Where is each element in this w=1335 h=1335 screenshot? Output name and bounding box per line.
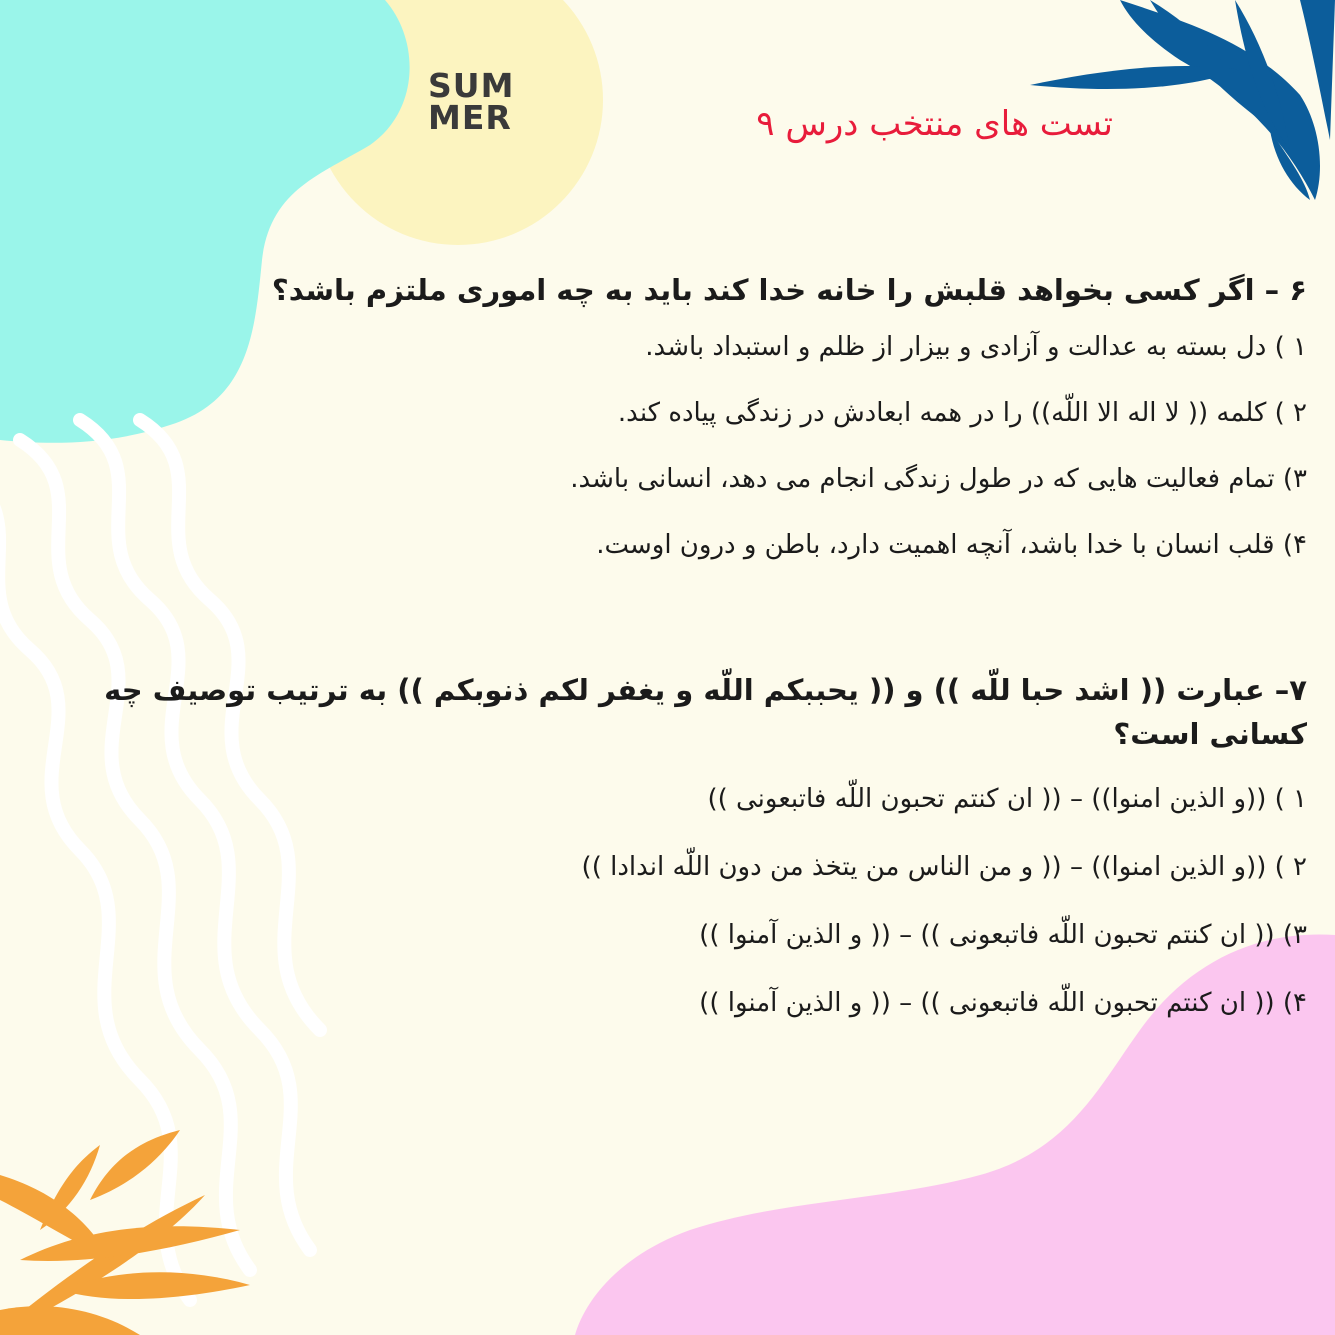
summer-logo-line2: MER xyxy=(428,98,512,137)
orange-leaf-shape xyxy=(0,1130,250,1335)
summer-logo-line1: SUM xyxy=(428,66,515,105)
option-3: ۳) تمام فعالیت هایی که در طول زندگی انجام می دهد، انسانی باشد. xyxy=(570,464,1307,494)
option-2: ۲ ) کلمه (( لا اله الا اللّه)) را در همه ابعادش در زندگی پیاده کند. xyxy=(617,398,1307,428)
option-4: ۴) قلب انسان با خدا باشد، آنچه اهمیت دارد، باطن و درون اوست. xyxy=(596,530,1307,560)
question-6 xyxy=(27,268,1307,562)
option-1: ۱ ) ((و الذین امنوا)) – (( ان کنتم تحبون اللّه فاتبعونی )) xyxy=(707,784,1307,814)
question-stem: ۷– عبارت (( اشد حبا للّه )) و (( یحببکم اللّه و یغفر لکم ذنوبکم )) به ترتیب توصیف چه کسانی است؟ xyxy=(104,673,1307,751)
option-1: ۱ ) دل بسته به عدالت و آزادی و بیزار از ظلم و استبداد باشد. xyxy=(645,332,1307,362)
option-3: ۳) (( ان کنتم تحبون اللّه فاتبعونی )) – (( و الذین آمنوا )) xyxy=(699,920,1307,950)
option-4: ۴) (( ان کنتم تحبون اللّه فاتبعونی )) – (( و الذین آمنوا )) xyxy=(699,988,1307,1018)
page-title: تست های منتخب درس ۹ xyxy=(756,104,1113,144)
summer-logo xyxy=(428,66,528,137)
blue-leaf-shape xyxy=(1030,0,1335,200)
question-stem: ۶ – اگر کسی بخواهد قلبش را خانه خدا کند باید به چه اموری ملتزم باشد؟ xyxy=(271,273,1307,307)
option-2: ۲ ) ((و الذین امنوا)) – (( و من الناس من یتخذ من دون اللّه اندادا )) xyxy=(581,852,1307,882)
question-7 xyxy=(62,668,1307,1020)
